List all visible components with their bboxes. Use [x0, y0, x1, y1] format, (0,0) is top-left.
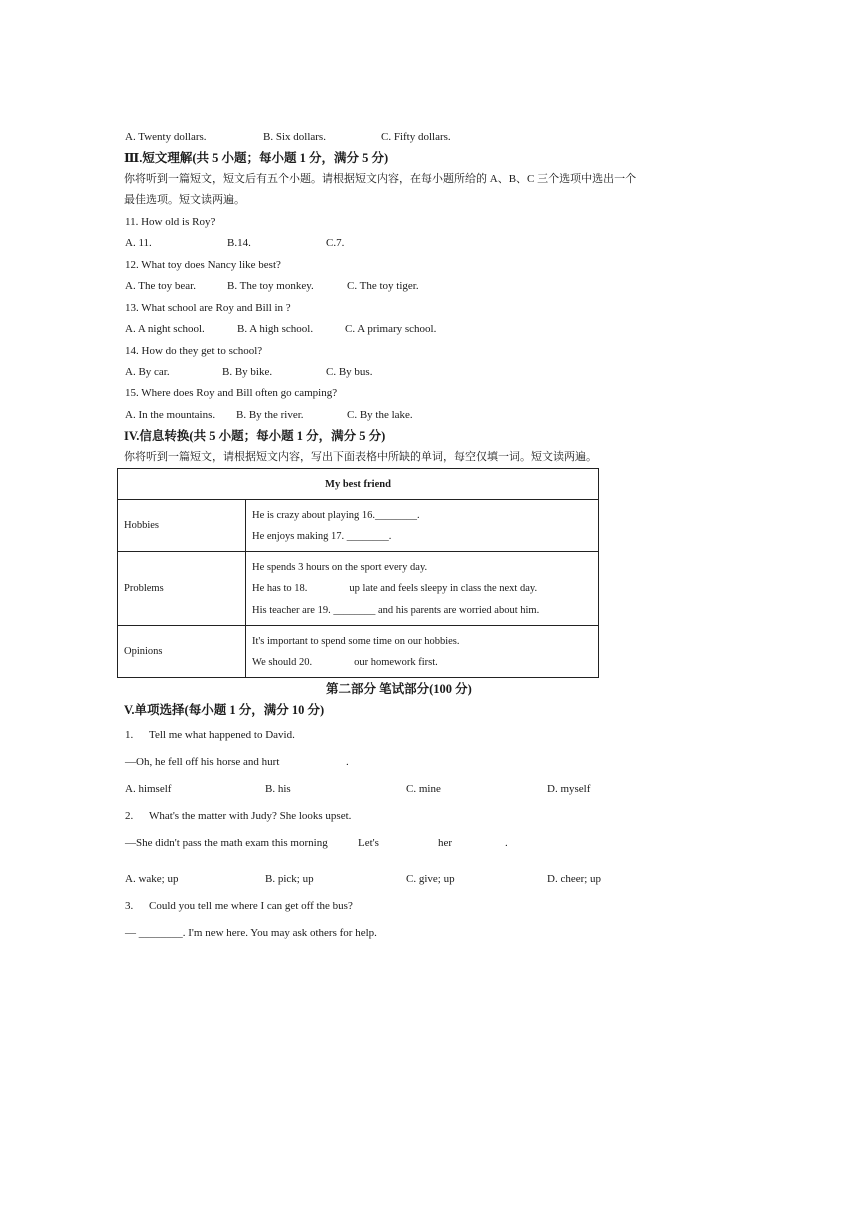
question-14: 14. How do they get to school? [125, 345, 263, 357]
q1-question: Tell me what happened to David. [149, 729, 295, 741]
table-border-row2 [117, 625, 599, 626]
section3-heading: Ⅲ.短文理解(共 5 小题；每小题 1 分，满分 5 分) [124, 151, 389, 165]
q14-option-a: A. By car. [125, 366, 170, 378]
question-15: 15. Where does Roy and Bill often go camping? [125, 387, 338, 399]
q11-option-c: C.7. [326, 237, 345, 249]
row-label-opinions: Opinions [124, 646, 163, 657]
section4-instruction: 你将听到一篇短文，请根据短文内容，写出下面表格中所缺的单词，每空仅填一词。短文读两遍。 [124, 451, 597, 463]
best-friend-table [117, 468, 599, 678]
q2-option-b: B. pick; up [265, 873, 314, 885]
q2-answer-line: —She didn't pass the math exam this morning [125, 837, 328, 849]
q10-option-b: B. Six dollars. [263, 131, 326, 143]
q13-option-b: B. A high school. [237, 323, 314, 335]
q1-answer-line: —Oh, he fell off his horse and hurt [125, 756, 280, 768]
q11-option-a: A. 11. [125, 237, 152, 249]
table-border-top [117, 468, 599, 469]
table-border-title [117, 499, 599, 500]
section3-instruction-line1: 你将听到一篇短文，短文后有五个小题。请根据短文内容，在每小题所给的 A、B、C 三个选项中选出一个 [124, 173, 637, 185]
question-13: 13. What school are Roy and Bill in ? [125, 302, 291, 314]
q10-option-c: C. Fifty dollars. [381, 131, 451, 143]
table-border-middle [245, 499, 246, 678]
q13-option-a: A. A night school. [125, 323, 205, 335]
problems-line-19: His teacher are 19. ________ and his parents are worried about him. [252, 605, 540, 616]
q1-option-a: A. himself [125, 783, 172, 795]
table-border-bottom [117, 677, 599, 678]
opinions-line-1: It's important to spend some time on our hobbies. [252, 636, 460, 647]
section3-instruction-line2: 最佳选项。短文读两遍。 [124, 194, 245, 206]
q2-her: her [438, 837, 453, 849]
q2-option-c: C. give; up [406, 873, 455, 885]
table-title: My best friend [325, 479, 391, 490]
hobbies-line-17: He enjoys making 17. ________. [252, 531, 392, 542]
q1-blank-end: . [346, 756, 349, 768]
q3-number: 3. [125, 900, 134, 912]
opinions-line-20: We should 20. our homework first. [252, 657, 438, 668]
q10-option-a: A. Twenty dollars. [125, 131, 207, 143]
q14-option-b: B. By bike. [222, 366, 273, 378]
table-border-left [117, 468, 118, 678]
problems-line-18: He has to 18. up late and feels sleepy in class the next day. [252, 583, 538, 594]
q3-answer-line: — ________. I'm new here. You may ask others for help. [125, 927, 377, 939]
section4-heading: IV.信息转换(共 5 小题；每小题 1 分，满分 5 分) [124, 429, 386, 443]
row-label-hobbies: Hobbies [124, 520, 159, 531]
q15-option-a: A. In the mountains. [125, 409, 216, 421]
q15-option-b: B. By the river. [236, 409, 304, 421]
q14-option-c: C. By bus. [326, 366, 373, 378]
q3-question: Could you tell me where I can get off the bus? [149, 900, 353, 912]
hobbies-line-16: He is crazy about playing 16.________. [252, 510, 420, 521]
question-12: 12. What toy does Nancy like best? [125, 259, 281, 271]
q12-option-c: C. The toy tiger. [347, 280, 419, 292]
table-border-row1 [117, 551, 599, 552]
q12-option-a: A. The toy bear. [125, 280, 196, 292]
q1-option-c: C. mine [406, 783, 441, 795]
q1-option-d: D. myself [547, 783, 591, 795]
problems-line-1: He spends 3 hours on the sport every day. [252, 562, 428, 573]
table-border-right [598, 468, 599, 678]
q1-number: 1. [125, 729, 134, 741]
q2-blank-end: . [505, 837, 508, 849]
q15-option-c: C. By the lake. [347, 409, 413, 421]
q2-question: What's the matter with Judy? She looks upset. [149, 810, 352, 822]
part2-title: 第二部分 笔试部分(100 分) [326, 682, 472, 696]
q12-option-b: B. The toy monkey. [227, 280, 314, 292]
q2-option-d: D. cheer; up [547, 873, 602, 885]
question-11: 11. How old is Roy? [125, 216, 216, 228]
q1-option-b: B. his [265, 783, 291, 795]
q13-option-c: C. A primary school. [345, 323, 437, 335]
q11-option-b: B.14. [227, 237, 251, 249]
q2-option-a: A. wake; up [125, 873, 179, 885]
section5-heading: V.单项选择(每小题 1 分，满分 10 分) [124, 703, 325, 717]
q2-lets: Let's [358, 837, 379, 849]
row-label-problems: Problems [124, 583, 164, 594]
q2-number: 2. [125, 810, 134, 822]
